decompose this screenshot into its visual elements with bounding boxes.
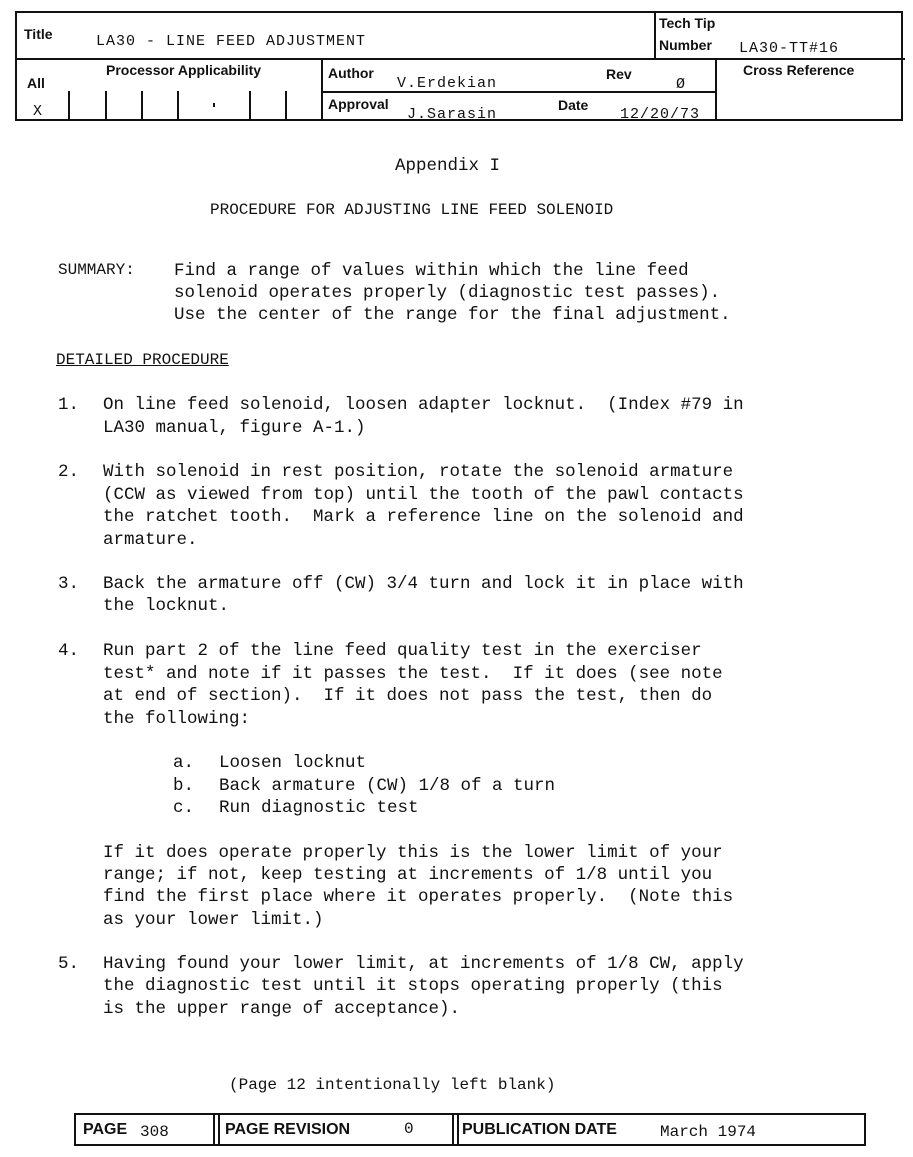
tick bbox=[285, 91, 287, 121]
step-number: 1. bbox=[58, 395, 80, 415]
followup-line: as your lower limit.) bbox=[103, 910, 324, 930]
title-label: Title bbox=[24, 26, 53, 42]
all-value: X bbox=[33, 103, 44, 120]
step-number: 2. bbox=[58, 462, 80, 482]
substep-text: Loosen locknut bbox=[219, 753, 367, 773]
step-number: 4. bbox=[58, 641, 80, 661]
date-label: Date bbox=[558, 97, 589, 113]
step-line: at end of section). If it does not pass the test, then do bbox=[103, 686, 713, 706]
followup-line: range; if not, keep testing at increments of 1/8 until you bbox=[103, 865, 713, 885]
techtip-number-label: Number bbox=[659, 37, 712, 53]
step-number: 3. bbox=[58, 574, 80, 594]
substep-letter: c. bbox=[173, 798, 195, 818]
step-line: LA30 manual, figure A-1.) bbox=[103, 418, 366, 438]
processor-label: Processor Applicability bbox=[106, 62, 262, 78]
step-line: (CCW as viewed from top) until the tooth of the pawl contacts bbox=[103, 485, 744, 505]
techtip-label: Tech Tip bbox=[659, 15, 716, 31]
step-line: Run part 2 of the line feed quality test in the exerciser bbox=[103, 641, 702, 661]
divider bbox=[17, 119, 321, 121]
step-line: Having found your lower limit, at increments of 1/8 CW, apply bbox=[103, 954, 744, 974]
footer-revision-value: 0 bbox=[404, 1120, 414, 1138]
rev-value: Ø bbox=[676, 76, 687, 93]
substep-letter: b. bbox=[173, 776, 195, 796]
all-label: All bbox=[27, 75, 45, 91]
divider bbox=[457, 1115, 459, 1144]
tick bbox=[68, 91, 70, 121]
title-value: LA30 - LINE FEED ADJUSTMENT bbox=[96, 33, 367, 50]
footer-revision-label: PAGE REVISION bbox=[225, 1121, 351, 1138]
tick bbox=[177, 91, 179, 121]
approval-value: J.Sarasin bbox=[407, 106, 498, 123]
divider bbox=[654, 58, 905, 60]
footer-pubdate-label: PUBLICATION DATE bbox=[462, 1121, 617, 1138]
step-line: the following: bbox=[103, 709, 251, 729]
divider bbox=[17, 58, 715, 60]
followup-line: find the first place where it operates properly. (Note this bbox=[103, 887, 734, 907]
tick bbox=[141, 91, 143, 121]
step-line: is the upper range of acceptance). bbox=[103, 999, 461, 1019]
divider bbox=[213, 1115, 215, 1144]
summary-label: SUMMARY: bbox=[58, 261, 135, 279]
divider bbox=[654, 13, 656, 59]
divider bbox=[715, 59, 717, 121]
substep-text: Back armature (CW) 1/8 of a turn bbox=[219, 776, 556, 796]
step-line: On line feed solenoid, loosen adapter locknut. (Index #79 in bbox=[103, 395, 744, 415]
crossref-label: Cross Reference bbox=[743, 62, 855, 78]
author-value: V.Erdekian bbox=[397, 75, 498, 92]
approval-label: Approval bbox=[328, 96, 389, 112]
substep-letter: a. bbox=[173, 753, 195, 773]
summary-line: Use the center of the range for the final adjustment. bbox=[174, 305, 731, 325]
step-line: the locknut. bbox=[103, 596, 230, 616]
step-line: the ratchet tooth. Mark a reference line on the solenoid and bbox=[103, 507, 744, 527]
step-line: Back the armature off (CW) 3/4 turn and lock it in place with bbox=[103, 574, 744, 594]
tick bbox=[249, 91, 251, 121]
procedure-title: PROCEDURE FOR ADJUSTING LINE FEED SOLENOID bbox=[210, 201, 614, 219]
tick bbox=[213, 103, 215, 107]
blank-page-note: (Page 12 intentionally left blank) bbox=[229, 1076, 556, 1094]
appendix-heading: Appendix I bbox=[395, 156, 501, 176]
summary-line: Find a range of values within which the line feed bbox=[174, 261, 689, 281]
footer-pubdate-value: March 1974 bbox=[660, 1123, 757, 1141]
divider bbox=[452, 1115, 454, 1144]
detailed-procedure-heading: DETAILED PROCEDURE bbox=[56, 351, 229, 369]
date-value: 12/20/73 bbox=[620, 106, 701, 123]
divider bbox=[321, 59, 323, 121]
step-line: the diagnostic test until it stops operating properly (this bbox=[103, 976, 723, 996]
step-line: armature. bbox=[103, 530, 198, 550]
summary-line: solenoid operates properly (diagnostic test passes). bbox=[174, 283, 721, 303]
author-label: Author bbox=[328, 65, 374, 81]
step-number: 5. bbox=[58, 954, 80, 974]
footer-page-value: 308 bbox=[140, 1123, 169, 1141]
footer-page-label: PAGE bbox=[83, 1121, 128, 1138]
divider bbox=[218, 1115, 220, 1144]
footer-bar bbox=[74, 1113, 866, 1146]
techtip-value: LA30-TT#16 bbox=[739, 40, 840, 57]
step-line: With solenoid in rest position, rotate the solenoid armature bbox=[103, 462, 734, 482]
step-line: test* and note if it passes the test. If it does (see note bbox=[103, 664, 723, 684]
followup-line: If it does operate properly this is the lower limit of your bbox=[103, 843, 723, 863]
divider bbox=[321, 91, 717, 93]
substep-text: Run diagnostic test bbox=[219, 798, 419, 818]
rev-label: Rev bbox=[606, 66, 632, 82]
tick bbox=[105, 91, 107, 121]
